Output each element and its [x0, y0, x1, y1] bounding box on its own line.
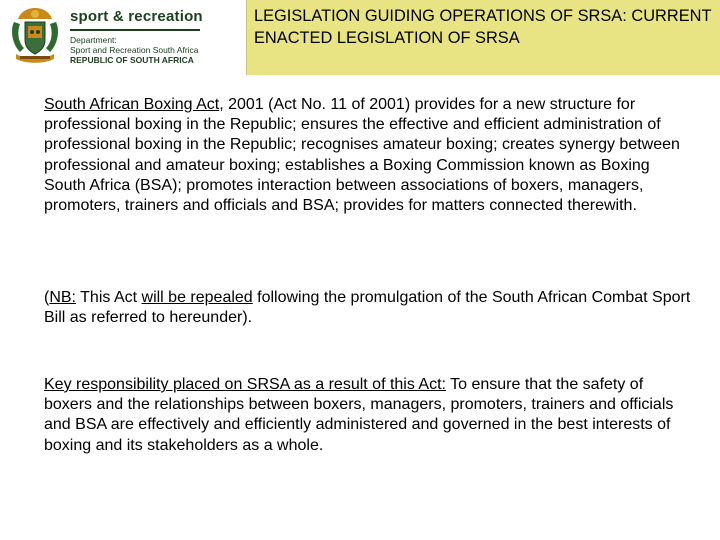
- title-banner: [246, 0, 720, 75]
- paragraph-boxing-act: [44, 95, 694, 216]
- key-responsibility-label: Key responsibility placed on SRSA as a result of this Act:: [44, 376, 446, 393]
- paragraph-key-responsibility: [44, 375, 694, 456]
- note-text-a: This Act: [76, 289, 142, 306]
- act-description: provides for a new structure for professional boxing in the Republic; ensures the effective and efficient administration of professional boxing in the Republic; recognises amateur boxing; creates synergy between professional and amateur boxing; establishes a Boxing Commission known as Boxing South Africa (BSA); promotes interaction between associations of boxers, managers, promoters, trainers and officials and BSA; provides for matters connected therewith.: [44, 96, 680, 215]
- paragraph-note: [44, 288, 694, 328]
- note-open-paren: (: [44, 289, 50, 306]
- department-logo: [0, 0, 246, 72]
- brand-country: REPUBLIC OF SOUTH AFRICA: [70, 55, 194, 65]
- key-responsibility-text: To ensure that the safety of boxers and the relationships between boxers, managers, promoters, trainers and officials and BSA are effectively and efficiently administered and governed in the best interests of boxing and its stakeholders as a whole.: [44, 376, 674, 454]
- brand-block: [70, 8, 240, 65]
- coat-of-arms-icon: [6, 4, 64, 66]
- act-name: South African Boxing Act: [44, 96, 220, 113]
- slide-title: LEGISLATION GUIDING OPERATIONS OF SRSA: CURRENT ENACTED LEGISLATION OF SRSA: [254, 7, 712, 47]
- act-reference: , 2001 (Act No. 11 of 2001): [219, 96, 411, 113]
- brand-department-name: Sport and Recreation South Africa: [70, 45, 199, 55]
- brand-divider: [70, 29, 200, 31]
- brand-department-label: Department:: [70, 35, 117, 45]
- note-emphasis: will be repealed: [141, 289, 253, 306]
- note-label: NB:: [49, 289, 76, 306]
- brand-name: sport & recreation: [70, 8, 203, 25]
- slide-body: [44, 95, 694, 454]
- note-text-b: following the promulgation of the South African Combat Sport Bill as referred to hereunder).: [44, 289, 691, 327]
